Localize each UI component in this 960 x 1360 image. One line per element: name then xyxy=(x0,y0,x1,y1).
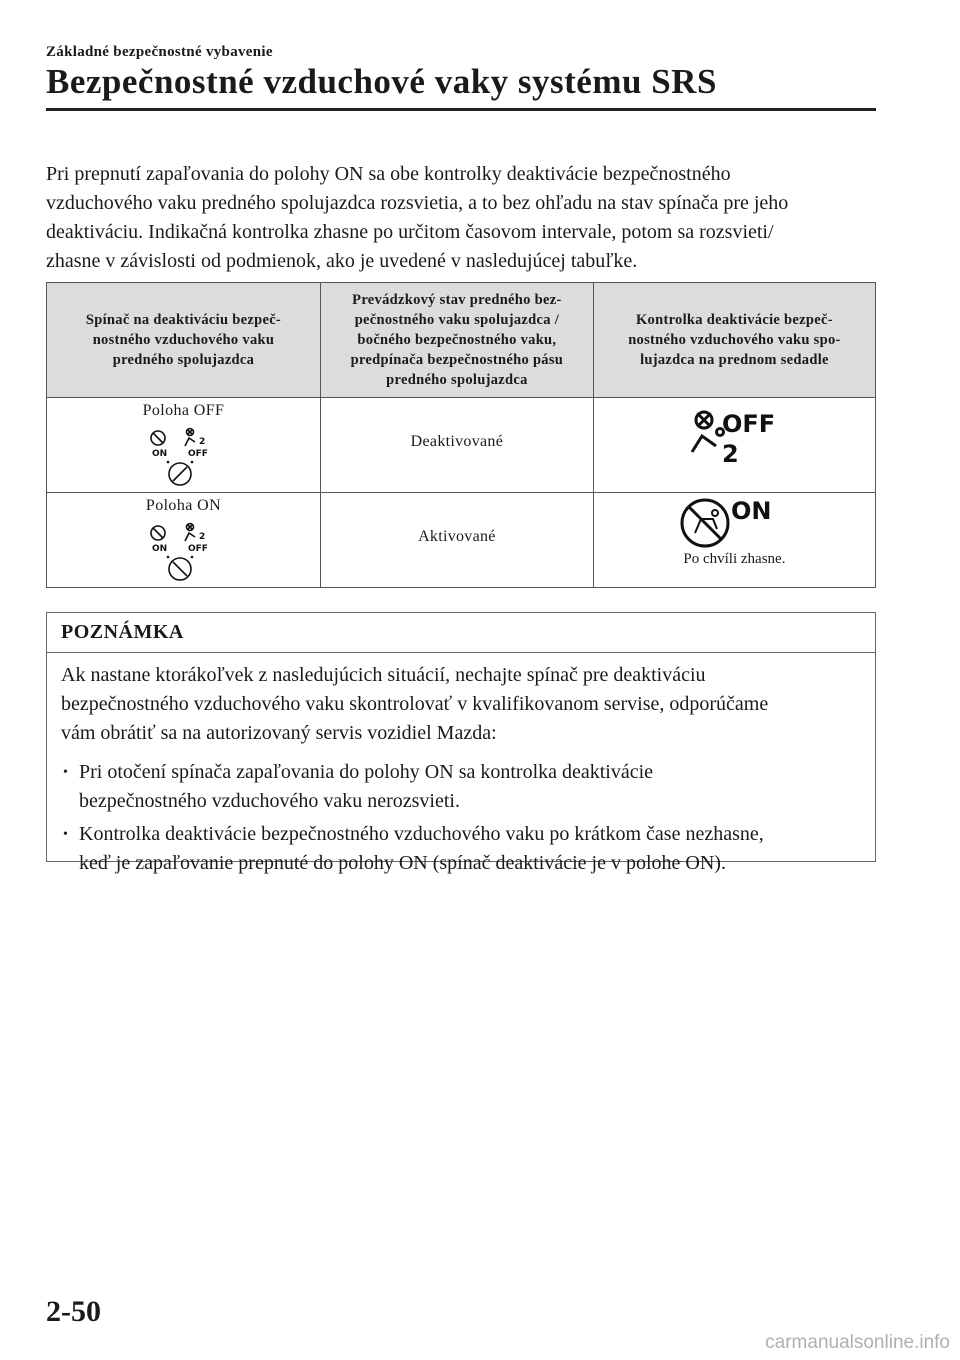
switch-cell xyxy=(47,398,321,493)
header-line: Kontrolka deaktivácie bezpeč- xyxy=(635,312,833,328)
switch-on-label: ON xyxy=(152,544,168,554)
switch-position-label: Poloha ON xyxy=(145,497,222,514)
indicator-note: Po chvíli zhasne. xyxy=(683,551,786,567)
indicator-cell xyxy=(593,493,875,588)
header-operation-state xyxy=(320,283,593,398)
note-heading: POZNÁMKA xyxy=(47,613,875,653)
intro-line: Pri prepnutí zapaľovania do polohy ON sa obe kontrolky deaktivácie bezpečnostného xyxy=(46,163,731,185)
indicator-on-text: ON xyxy=(731,497,772,525)
airbag-state-table xyxy=(46,282,876,588)
bullet-dot: • xyxy=(63,765,68,780)
table-header-row xyxy=(47,283,876,398)
indicator-off-text: OFF xyxy=(722,410,776,438)
airbag-state-text: Aktivované xyxy=(418,528,496,545)
header-line: predpínača bezpečnostného pásu xyxy=(350,352,564,368)
header-line: predného spolujazdca xyxy=(386,372,528,388)
page-number: 2-50 xyxy=(46,1295,101,1328)
bullet-line: keď je zapaľovanie prepnuté do polohy ON (spínač deaktivácie je v polohe ON). xyxy=(79,852,726,874)
note-line: vám obrátiť sa na autorizovaný servis vozidiel Mazda: xyxy=(61,722,497,744)
indicator-number: 2 xyxy=(722,440,740,468)
note-bullet xyxy=(61,758,861,816)
note-bullet xyxy=(61,820,861,878)
bullet-line: Pri otočení spínača zapaľovania do polohy ON sa kontrolka deaktivácie xyxy=(79,761,654,783)
table-row xyxy=(47,398,876,493)
note-body xyxy=(47,653,875,878)
header-line: nostného vzduchového vaku spo- xyxy=(628,332,841,348)
section-label: Základné bezpečnostné vybavenie xyxy=(46,44,273,60)
header-line: Spínač na deaktiváciu bezpeč- xyxy=(85,312,282,328)
header-line: nostného vzduchového vaku xyxy=(92,332,275,348)
bullet-line: Kontrolka deaktivácie bezpečnostného vzduchového vaku po krátkom čase nezhasne, xyxy=(79,823,764,845)
switch-off-label: OFF xyxy=(188,544,209,554)
header-indicator xyxy=(593,283,875,398)
header-line: Prevádzkový stav predného bez- xyxy=(352,292,562,308)
switch-number-label: 2 xyxy=(199,437,206,447)
note-box xyxy=(46,612,876,874)
header-switch xyxy=(47,283,321,398)
indicator-cell xyxy=(593,398,875,493)
intro-line: deaktiváciu. Indikačná kontrolka zhasne po určitom časovom intervale, potom sa rozsvieti/ xyxy=(46,221,774,243)
bullet-line: bezpečnostného vzduchového vaku nerozsvieti. xyxy=(79,790,460,812)
watermark-link[interactable]: carmanualsonline.info xyxy=(765,1332,950,1353)
page-title: Bezpečnostné vzduchové vaky systému SRS xyxy=(46,62,717,101)
airbag-off-indicator-icon xyxy=(684,406,784,468)
key-switch-on-icon xyxy=(138,519,228,581)
header-line: pečnostného vaku spolujazdca / xyxy=(354,312,560,328)
intro-line: vzduchového vaku predného spolujazdca rozsvietia, a to bez ohľadu na stav spínača pre jeho xyxy=(46,192,789,214)
table-row xyxy=(47,493,876,588)
key-switch-off-icon xyxy=(138,424,228,486)
state-cell xyxy=(320,398,593,493)
airbag-on-indicator-icon xyxy=(679,497,789,549)
state-cell xyxy=(320,493,593,588)
switch-on-label: ON xyxy=(152,449,168,459)
title-rule xyxy=(46,108,876,111)
note-line: bezpečnostného vzduchového vaku skontrolovať v kvalifikovanom servise, odporúčame xyxy=(61,693,769,715)
intro-line: zhasne v závislosti od podmienok, ako je uvedené v nasledujúcej tabuľke. xyxy=(46,250,638,272)
airbag-state-text: Deaktivované xyxy=(410,433,504,450)
switch-position-label: Poloha OFF xyxy=(142,402,225,419)
switch-off-label: OFF xyxy=(188,449,209,459)
switch-number-label: 2 xyxy=(199,532,206,542)
switch-cell xyxy=(47,493,321,588)
intro-paragraph xyxy=(46,160,876,276)
note-line: Ak nastane ktorákoľvek z nasledujúcich situácií, nechajte spínač pre deaktiváciu xyxy=(61,664,706,686)
bullet-dot: • xyxy=(63,827,68,842)
header-line: bočného bezpečnostného vaku, xyxy=(357,332,557,348)
header-line: predného spolujazdca xyxy=(112,352,255,368)
header-line: lujazdca na prednom sedadle xyxy=(640,352,829,368)
